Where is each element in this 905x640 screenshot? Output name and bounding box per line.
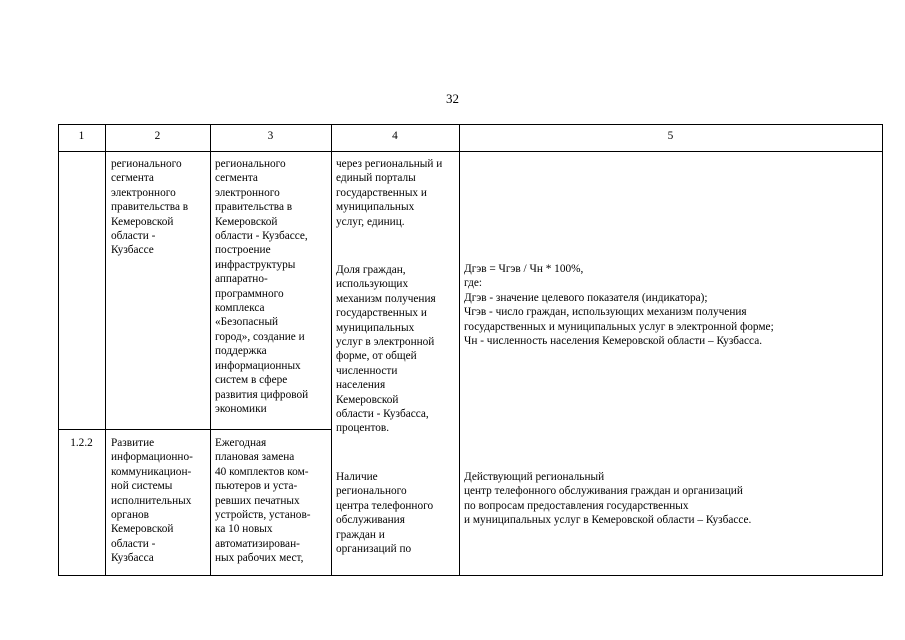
header-col-1: 1 [78, 130, 85, 142]
col4-unit-text: через региональный и единый порталы государственных и муниципальных услуг, единиц. [336, 158, 443, 228]
col-border [210, 124, 211, 576]
indicator-table [58, 124, 883, 576]
col4-indicator-share: Доля граждан, использующих механизм получения государственных и муниципальных услуг в электронной форме, от общей численности населения Кемеровской области - Кузбасса, процентов. [336, 264, 436, 435]
col-border [58, 124, 59, 576]
col5-formula: Дгэв = Чгэв / Чн * 100%, где: Дгэв - значение целевого показателя (индикатора); Чгэв - число граждан, использующих механизм получения государственных и муниципальных услуг в электронной форме; Чн - численность населения Кемеровской области – Кузбасса. [464, 263, 774, 348]
col5-description: Действующий региональный центр телефонного обслуживания граждан и организаций по вопросам предоставления государственных и муниципальных услуг в Кемеровской области – Кузбассе. [464, 471, 752, 527]
row2-number: 1.2.2 [70, 437, 93, 449]
header-col-4: 4 [392, 130, 398, 142]
row-divider [58, 429, 331, 430]
table-top-border [58, 124, 883, 125]
header-col-5: 5 [667, 130, 674, 142]
col-border [882, 124, 883, 576]
table-bottom-border [58, 575, 883, 576]
page-number: 32 [446, 91, 459, 106]
col4-indicator-center: Наличие регионального центра телефонного обслуживания граждан и организаций по [336, 471, 434, 556]
header-bottom-border [58, 151, 883, 152]
header-col-3: 3 [267, 130, 274, 142]
row2-col2-text: Развитие информационно- коммуникацион- ной системы исполнительных органов Кемеровской области - Кузбасса [111, 437, 193, 565]
row1-col3-text: регионального сегмента электронного правительства в Кемеровской области - Кузбассе, построение инфраструктуры аппаратно- программного комплекса «Безопасный город», создание и поддержка информационных систем в сфере развития цифровой экономики [215, 158, 309, 415]
col-border [459, 124, 460, 576]
row2-col3-text: Ежегодная плановая замена 40 комплектов ком- пьютеров и уста- ревших печатных устройств, установ- ка 10 новых автоматизирован- ных рабочих мест, [215, 437, 311, 565]
row1-col2-text: регионального сегмента электронного правительства в Кемеровской области - Кузбассе [111, 158, 189, 257]
col-border [331, 124, 332, 576]
col-border [105, 124, 106, 576]
header-col-2: 2 [154, 130, 161, 142]
